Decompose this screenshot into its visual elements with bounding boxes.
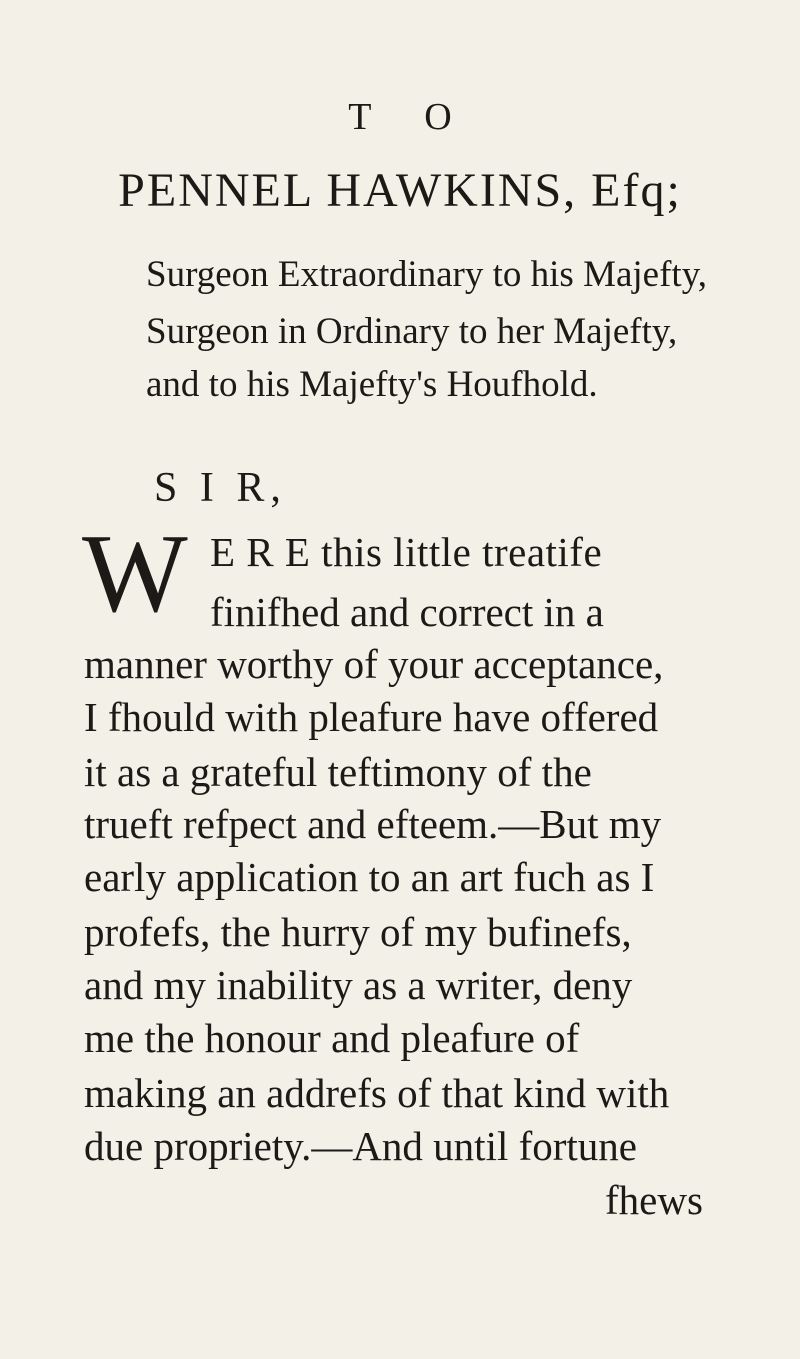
drop-cap: W xyxy=(82,512,188,636)
letter-line: me the honour and pleafure of xyxy=(84,1015,580,1061)
letter-line: making an addrefs of that kind with xyxy=(84,1070,670,1116)
dedicatee-title-line: and to his Majefty's Houfhold. xyxy=(146,364,598,405)
dedication-to-heading: T O xyxy=(348,96,474,138)
dedicatee-title-line: Surgeon Extraordinary to his Majefty, xyxy=(146,254,708,295)
letter-line: profefs, the hurry of my bufinefs, xyxy=(84,909,632,955)
catchword: fhews xyxy=(605,1177,703,1223)
letter-line: early application to an art fuch as I xyxy=(84,854,655,900)
dedicatee-title-line: Surgeon in Ordinary to her Majefty, xyxy=(146,311,678,352)
letter-line: manner worthy of your acceptance, xyxy=(84,641,664,687)
letter-line: trueft refpect and efteem.—But my xyxy=(84,801,662,847)
letter-line: due propriety.—And until fortune xyxy=(84,1123,637,1169)
salutation: S I R, xyxy=(154,465,287,511)
letter-line: I fhould with pleafure have offered xyxy=(84,694,659,740)
letter-line: and my inability as a writer, deny xyxy=(84,962,633,1008)
letter-line: it as a grateful teftimony of the xyxy=(84,749,592,795)
letter-line: E R E this little treatife xyxy=(210,529,603,575)
dedicatee-name: PENNEL HAWKINS, Efq; xyxy=(118,164,682,217)
letter-line: finifhed and correct in a xyxy=(210,589,604,635)
